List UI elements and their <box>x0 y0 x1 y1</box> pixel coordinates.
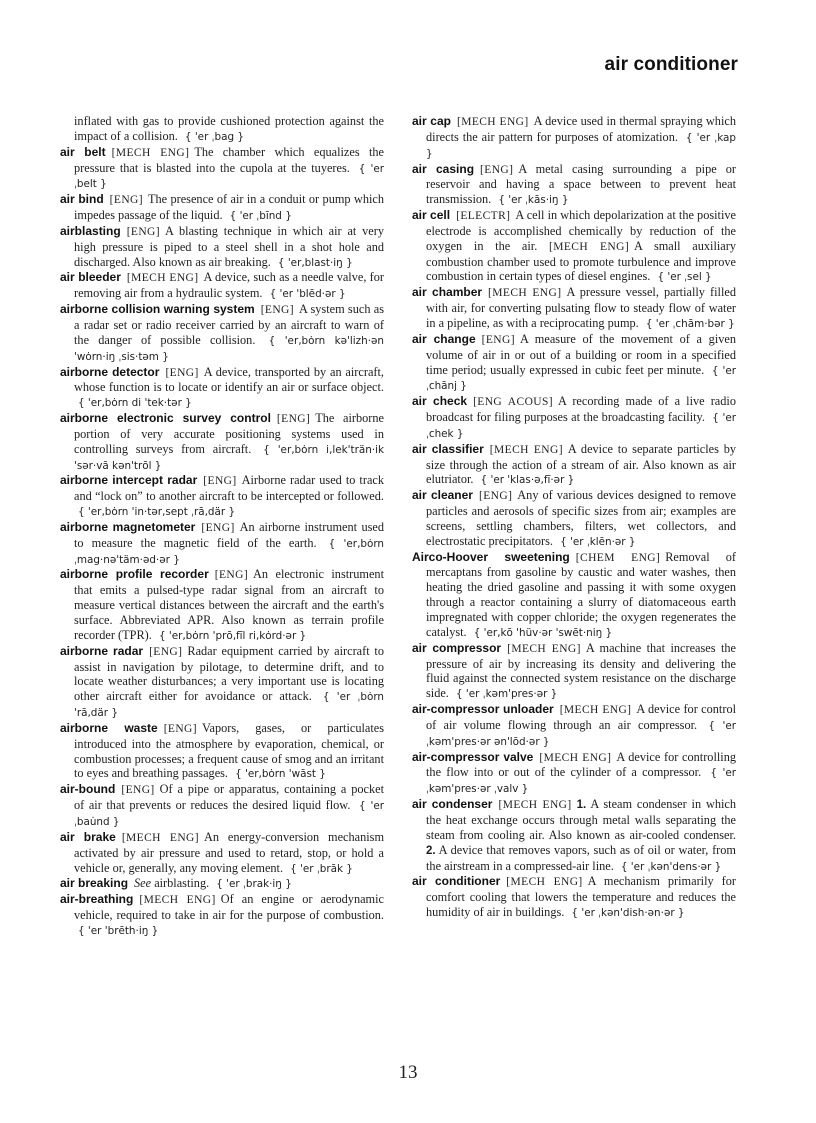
entry-headword: air-bound <box>60 782 116 797</box>
dictionary-entry <box>60 411 384 473</box>
definition-text: A recording made of a live radio broadcast for filing purposes at the broadcasting facility. <box>426 394 736 425</box>
subject-label: [ MECH ENG ] <box>488 287 561 299</box>
definition-text: A device that removes vapors, such as of oil or water, from the airstream in a compressed-air line. <box>426 842 736 873</box>
dictionary-entry <box>412 162 736 209</box>
dictionary-entry <box>412 797 736 874</box>
definition-text: inflated with gas to provide cushioned protection against the impact of a collision. <box>74 114 384 143</box>
definition-text: The airborne portion of very accurate positioning systems used in controlling surveys from aircraft. <box>74 411 384 456</box>
definition-text: A blasting technique in which air at very high pressure is piped to a steel shell in a shot hole and discharged. Also known as air breaking. <box>74 223 384 269</box>
pronunciation: { 'er‚bȯrn 'wāst } <box>235 768 326 780</box>
definition-text: Removal of mercaptans from gasoline by caustic and water washes, then heating the dried gasoline and passing it with some oxygen through a reactor containing a slurry of diatomaceous earth impregnated with copper chloride; the oxygen regenerates the catalyst. <box>426 549 737 639</box>
entry-headword: air cleaner <box>412 488 473 503</box>
entry-headword: air bleeder <box>60 270 121 285</box>
definition-text: The presence of air in a conduit or pump which impedes passage of the liquid. <box>74 192 384 223</box>
subject-label: [ ENG ] <box>261 304 294 316</box>
pronunciation: { 'er ˌchām·bər } <box>646 318 735 330</box>
pronunciation: { 'er ˌsel } <box>657 271 711 283</box>
pronunciation: { 'er ˌklēn·ər } <box>560 536 635 548</box>
definition-text: airblasting. <box>154 876 210 891</box>
entry-headword: air belt <box>60 144 106 159</box>
pronunciation: { 'er ˌbag } <box>185 131 244 143</box>
pronunciation: { 'er ˌbrāk } <box>290 863 353 875</box>
pronunciation: { 'er ˌbrak·iŋ } <box>216 878 292 890</box>
entry-headword: air change <box>412 331 476 346</box>
pronunciation: { 'er‚bȯrn i‚lek'trän·ik 'sər·vā kən'trōl } <box>74 444 384 472</box>
definition-text: Of a pipe or apparatus, containing a pocket of air that prevents or reduces the desired liquid flow. <box>74 782 384 813</box>
definition-text: A device, such as a needle valve, for removing air from a hydraulic system. <box>74 270 385 301</box>
pronunciation: { 'er ˌkəm'pres·ər ən'lōd·ər } <box>426 720 736 748</box>
left-column <box>60 114 384 939</box>
subject-label: [ MECH ENG ] <box>507 643 581 655</box>
definition-text: The chamber which equalizes the pressure that is blasted into the cupola at the tuyeres. <box>74 144 384 175</box>
subject-label: [ ENG ] <box>479 490 512 502</box>
pronunciation: { 'er‚bȯrn kə'lizh·ən 'wȯrn·iŋ ˌsis·təm } <box>74 335 384 363</box>
dictionary-entry <box>412 750 736 798</box>
pronunciation: { 'er‚blast·iŋ } <box>278 257 353 269</box>
entry-headword: air cell <box>412 208 451 223</box>
subject-label: [ ENG ] <box>215 569 248 581</box>
dictionary-entry <box>60 270 384 302</box>
dictionary-entry <box>412 442 736 489</box>
definition-text: An airborne instrument used to measure the magnetic field of the earth. <box>74 519 384 550</box>
dictionary-entry <box>60 567 384 643</box>
subject-label: [ MECH ENG ] <box>139 894 215 906</box>
definition-text: Any of various devices designed to remove particles and aerosols of specific sizes from air; examples are screens, settling chambers, filters, wet collectors, and electrostatic precipitators. <box>426 488 736 548</box>
dictionary-entry <box>60 114 384 145</box>
definition-text: Of an engine or aerodynamic vehicle, required to take in air for the purpose of combustion. <box>74 892 384 923</box>
pronunciation: { 'er ˌbau̇nd } <box>74 800 384 828</box>
dictionary-entry <box>412 488 736 549</box>
entry-headword: air-compressor valve <box>412 749 534 764</box>
entry-headword: air compressor <box>412 640 502 655</box>
dictionary-entry <box>412 285 736 332</box>
subject-label: [ ENG ] <box>121 784 154 796</box>
entry-headword: airborne waste <box>60 720 158 735</box>
pronunciation: { 'er ˌkap } <box>426 132 736 160</box>
definition-text: A mechanism primarily for comfort cooling that lowers the temperature and reduces the humidity of air in buildings. <box>426 874 737 920</box>
definition-text: An energy-conversion mechanism activated by air pressure and used to retard, stop, or hold a vehicle or, generally, any moving element. <box>74 829 385 875</box>
definition-text: A device to separate particles by size through the action of a stream of air. Also known as air elutriator. <box>426 441 737 487</box>
dictionary-entry <box>60 644 384 721</box>
definition-text: A device for control of air volume flowing through an air compressor. <box>426 702 737 732</box>
definition-text: Vapors, gases, or particulates introduced into the atmosphere by evaporation, chemical, or combustion processes; a frequent cause of smog and an irritant to eyes and breathing passages. <box>74 720 385 781</box>
subject-label: [ ENG ] <box>277 413 310 425</box>
dictionary-entry <box>60 782 384 830</box>
subject-label: [ MECH ENG ] <box>506 876 582 888</box>
definition-text: Radar equipment carried by aircraft to assist in navigation by pilotage, to determine drift, and to locate weather disturbances; a very important use is locating other aircraft either for avoidance or attack. <box>74 643 384 704</box>
entry-headword: air brake <box>60 829 116 844</box>
entry-headword: air check <box>412 394 468 409</box>
pronunciation: { 'er ˌkən'dens·ər } <box>621 861 721 873</box>
entry-headword: air breaking <box>60 876 129 891</box>
dictionary-entry <box>412 208 736 285</box>
subject-label: [ ENG ACOUS ] <box>473 396 553 408</box>
definition-text: An electronic instrument that emits a pulsed-type radar signal from an aircraft to measure vertical distances between the aircraft and the earth's surface. Abbreviated APR. Also known as terrain profile recorder (TPR). <box>74 567 384 642</box>
subject-label: [ ENG ] <box>480 164 513 176</box>
pronunciation: { 'er ˌkəm'pres·ər } <box>456 688 557 700</box>
dictionary-entry <box>60 224 384 271</box>
pronunciation: { 'er‚bȯrn di 'tek·tər } <box>78 397 192 409</box>
subject-label: [ ELECTR ] <box>456 210 510 222</box>
entry-headword: airborne magnetometer <box>60 519 196 534</box>
definition-text: A system such as a radar set or radio receiver carried by an aircraft to warn of the danger of possible collision. <box>74 302 384 347</box>
subject-label: [ MECH ENG ] <box>549 241 629 253</box>
subject-label: [ MECH ENG ] <box>539 752 611 764</box>
dictionary-entry <box>412 332 736 394</box>
subject-label: [ MECH ENG ] <box>112 147 190 159</box>
definition-text: A machine that increases the pressure of air by increasing its density and delivering the fluid against the connected system resistance on the discharge side. <box>426 640 736 701</box>
subject-label: [ ENG ] <box>149 646 182 658</box>
definition-text: Airborne radar used to track and “lock on” to another aircraft to be intercepted or followed. <box>74 473 385 504</box>
subject-label: [ MECH ENG ] <box>490 444 563 456</box>
entry-headword: air-breathing <box>60 892 134 907</box>
pronunciation: { 'er ˌkən'dish·ən·ər } <box>571 907 684 919</box>
dictionary-entry <box>60 520 384 568</box>
subject-label: [ MECH ENG ] <box>122 832 199 844</box>
subject-label: [ MECH ENG ] <box>457 116 529 128</box>
pronunciation: { 'er 'blēd·ər } <box>270 288 346 300</box>
subject-label: [ MECH ENG ] <box>127 272 199 284</box>
entry-headword: air casing <box>412 161 475 176</box>
subject-label: [ CHEM ENG ] <box>576 552 660 564</box>
dictionary-entry <box>60 365 384 412</box>
subject-label: [ ENG ] <box>203 475 236 487</box>
pronunciation: { 'er ˌkās·iŋ } <box>498 194 568 206</box>
sense-number: 2. <box>426 844 436 857</box>
pronunciation: { 'er ˌkəm'pres·ər ˌvalv } <box>426 767 736 795</box>
subject-label: [ MECH ENG ] <box>560 704 632 716</box>
pronunciation: { 'er ˌbelt } <box>74 163 384 191</box>
pronunciation: { 'er ˌchek } <box>426 412 736 440</box>
pronunciation: { 'er ˌbȯrn 'rā‚där } <box>74 691 384 719</box>
entry-headword: air chamber <box>412 285 483 300</box>
definition-text: A device, transported by an aircraft, whose function is to locate or identify an air or surface object. <box>74 364 384 395</box>
pronunciation: { 'er ˌchānj } <box>426 365 736 393</box>
entry-headword: air conditioner <box>412 874 501 889</box>
definition-text: A device for controlling the flow into or out of the cylinder of a compressor. <box>426 749 736 780</box>
dictionary-entry <box>412 114 736 162</box>
right-column <box>412 114 736 921</box>
definition-text: A cell in which depolarization at the positive electrode is accomplished chemically by reduction of the oxygen in the air. <box>426 208 736 253</box>
subject-label: [ ENG ] <box>127 226 160 238</box>
dictionary-entry <box>60 192 384 224</box>
entry-headword: air classifier <box>412 441 484 456</box>
definition-text: A device used in thermal spraying which directs the air pattern for purposes of atomization. <box>426 114 736 144</box>
definition-text: A pressure vessel, partially filled with air, for converting pulsating flow to steady flow of water in a pipeline, as with a reciprocating pump. <box>426 285 736 330</box>
subject-label: [ ENG ] <box>164 723 197 735</box>
entry-headword: air bind <box>60 192 104 207</box>
subject-label: [ ENG ] <box>110 194 143 206</box>
entry-headword: air condenser <box>412 797 493 812</box>
dictionary-entry <box>60 721 384 782</box>
definition-text: A small auxiliary combustion chamber used to promote turbulence and improve combustion in certain types of diesel engines. <box>426 238 737 284</box>
entry-headword: air cap <box>412 114 451 128</box>
definition-text: A steam condenser in which the heat exchange occurs through metal walls separating the steam from cooling air. Also known as air-cooled condenser. <box>426 797 736 842</box>
page-number: 13 <box>398 1062 418 1083</box>
subject-label: [ ENG ] <box>165 367 198 379</box>
running-head: air conditioner <box>604 54 738 75</box>
dictionary-entry <box>60 302 384 364</box>
subject-label: [ MECH ENG ] <box>498 799 571 811</box>
entry-headword: airborne intercept radar <box>60 473 198 488</box>
dictionary-entry <box>60 892 384 939</box>
pronunciation: { 'er‚kō 'hüv·ər 'swēt·niŋ } <box>474 627 612 639</box>
entry-headword: airborne collision warning system <box>60 302 255 317</box>
see-reference: See <box>134 876 152 891</box>
dictionary-entry <box>412 702 736 750</box>
entry-headword: air-compressor unloader <box>412 702 554 717</box>
subject-label: [ ENG ] <box>482 334 515 346</box>
entry-headword: airblasting <box>60 223 121 238</box>
pronunciation: { 'er‚bȯrn 'in·tər‚sept ˌrā‚där } <box>78 506 235 518</box>
dictionary-entry <box>60 473 384 520</box>
dictionary-entry <box>60 830 384 877</box>
pronunciation: { 'er‚bȯrn ˌmag·nə'täm·əd·ər } <box>74 538 384 566</box>
dictionary-entry <box>412 874 736 921</box>
definition-text: A measure of the movement of a given volume of air in or out of a building or room in a specified time period; usually expressed in cubic feet per minute. <box>426 331 736 377</box>
pronunciation: { 'er 'klas·ə‚fī·ər } <box>481 474 575 486</box>
entry-headword: airborne radar <box>60 643 144 658</box>
dictionary-entry <box>60 145 384 193</box>
dictionary-entry <box>412 550 736 641</box>
definition-text: A metal casing surrounding a pipe or reservoir and having a space between to prevent heat transmission. <box>426 161 736 207</box>
dictionary-entry <box>412 641 736 702</box>
pronunciation: { 'er 'brēth·iŋ } <box>78 925 158 937</box>
subject-label: [ ENG ] <box>201 522 234 534</box>
dictionary-entry <box>60 876 384 892</box>
entry-headword: airborne electronic survey control <box>60 411 271 426</box>
entry-headword: airborne detector <box>60 364 160 379</box>
pronunciation: { 'er ˌbīnd } <box>230 210 292 222</box>
entry-headword: airborne profile recorder <box>60 567 209 582</box>
sense-number: 1. <box>576 799 587 812</box>
entry-headword: Airco-Hoover sweetening <box>412 549 570 564</box>
dictionary-entry <box>412 394 736 442</box>
pronunciation: { 'er‚bȯrn 'prō‚fīl ri‚kȯrd·ər } <box>159 630 306 642</box>
